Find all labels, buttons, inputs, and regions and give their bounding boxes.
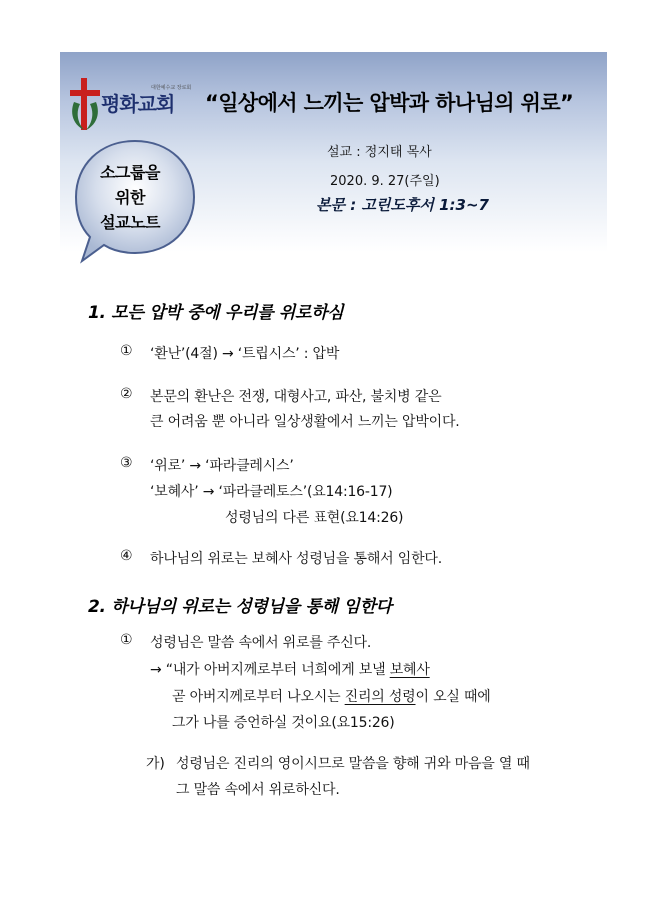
scripture-reference: 본문 : 고린도후서 1:3~7: [316, 196, 489, 214]
quote-text: → “내가 아버지께로부터 너희에게 보낼: [150, 662, 390, 678]
item-marker: ②: [120, 386, 133, 402]
quote-line: 그가 나를 증언하실 것이요(요15:26): [172, 715, 395, 731]
item-marker: ①: [120, 632, 133, 648]
section-heading-1: 1. 모든 압박 중에 우리를 위로하심: [88, 303, 344, 323]
item-text: 큰 어려움 뿐 아니라 일상생활에서 느끼는 압박이다.: [150, 414, 460, 430]
item-text: 성령님은 말씀 속에서 위로를 주신다.: [150, 635, 372, 651]
sub-item-text: 그 말씀 속에서 위로하신다.: [176, 782, 340, 798]
sermon-date: 2020. 9. 27(주일): [330, 174, 440, 189]
bubble-line: 소그룹을: [100, 163, 160, 182]
section-heading-2: 2. 하나님의 위로는 성령님을 통해 임한다: [88, 597, 392, 617]
item-marker: ①: [120, 343, 133, 359]
bubble-text: [80, 160, 180, 235]
quote-text: 이 오실 때에: [415, 689, 491, 705]
item-text: 본문의 환난은 전쟁, 대형사고, 파산, 불치병 같은: [150, 389, 442, 405]
sermon-title: “일상에서 느끼는 압박과 하나님의 위로”: [205, 91, 574, 115]
church-name: 평화교회: [101, 92, 175, 116]
sub-item-marker: 가): [146, 756, 165, 772]
denomination-label: 대한예수교 장로회: [151, 85, 192, 91]
item-text: ‘보혜사’ → ‘파라클레토스’(요14:16-17): [150, 484, 393, 500]
bubble-line: 위한: [115, 188, 145, 207]
quote-underlined: 보혜사: [389, 662, 430, 678]
church-logo: [68, 78, 192, 134]
item-text: 하나님의 위로는 보혜사 성령님을 통해서 임한다.: [150, 551, 442, 567]
quote-underlined: 진리의 성령: [344, 689, 416, 705]
item-text: ‘위로’ → ‘파라클레시스’: [150, 458, 294, 474]
preacher-line: 설교 : 정지태 목사: [327, 145, 432, 160]
item-marker: ③: [120, 455, 133, 471]
quote-line: [172, 686, 491, 706]
item-text: 성령님의 다른 표현(요14:26): [225, 510, 404, 526]
church-cross-logo-icon: [68, 78, 102, 134]
quote-text: 곧 아버지께로부터 나오시는: [172, 689, 345, 705]
quote-line: [150, 659, 430, 679]
sub-item-text: 성령님은 진리의 영이시므로 말씀을 향해 귀와 마음을 열 때: [176, 756, 530, 772]
item-marker: ④: [120, 548, 133, 564]
item-text: ‘환난’(4절) → ‘트립시스’ : 압박: [150, 346, 340, 362]
bubble-line: 설교노트: [100, 213, 160, 232]
